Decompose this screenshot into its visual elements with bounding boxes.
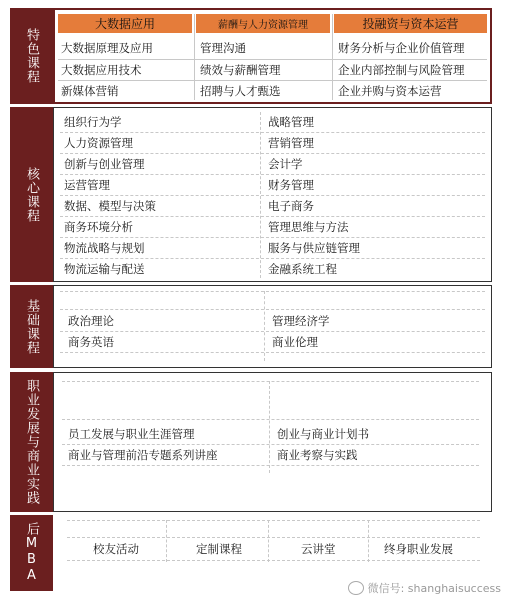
section-label-special <box>10 8 53 104</box>
post-mba-item: 云讲堂 <box>301 542 336 556</box>
core-cell: 服务与供应链管理 <box>268 241 360 255</box>
core-cell: 数据、模型与决策 <box>64 199 156 213</box>
core-cell: 金融系统工程 <box>268 262 337 276</box>
career-cell: 创业与商业计划书 <box>277 427 369 441</box>
section-label-core-text: 核心课程 <box>24 166 39 223</box>
section-core <box>53 107 492 282</box>
special-cell: 绩效与薪酬管理 <box>200 63 281 77</box>
special-cell: 新媒体营销 <box>61 84 119 98</box>
special-cell: 招聘与人才甄选 <box>200 84 281 98</box>
core-cell: 管理思维与方法 <box>268 220 349 234</box>
core-cell: 电子商务 <box>268 199 314 213</box>
core-cell: 创新与创业管理 <box>64 157 145 171</box>
section-label-post-text: 后MBA <box>24 522 39 584</box>
section-basic <box>53 285 492 368</box>
section-label-basic <box>10 285 53 368</box>
section-label-post <box>10 515 53 591</box>
wechat-icon <box>348 581 364 595</box>
career-cell: 员工发展与职业生涯管理 <box>68 427 195 441</box>
special-header-2: 薪酬与人力资源管理 <box>196 14 330 33</box>
post-mba-item: 终身职业发展 <box>384 542 453 556</box>
core-cell: 组织行为学 <box>64 115 122 129</box>
basic-cell: 商业伦理 <box>272 335 318 349</box>
watermark-text: 微信号: shanghaisuccess <box>367 582 501 595</box>
section-label-core <box>10 107 53 282</box>
section-label-career-text: 职业发展与商业实践 <box>24 379 39 505</box>
core-cell: 物流战略与规划 <box>64 241 145 255</box>
core-cell: 人力资源管理 <box>64 136 133 150</box>
watermark <box>348 580 501 596</box>
section-label-special-text: 特色课程 <box>24 28 39 84</box>
basic-cell: 政治理论 <box>68 314 114 328</box>
special-header-3: 投融资与资本运营 <box>334 14 487 33</box>
basic-cell: 管理经济学 <box>272 314 330 328</box>
section-label-career <box>10 372 53 512</box>
core-cell: 会计学 <box>268 157 303 171</box>
career-cell: 商业与管理前沿专题系列讲座 <box>68 448 218 462</box>
core-cell: 商务环境分析 <box>64 220 133 234</box>
special-cell: 企业内部控制与风险管理 <box>338 63 465 77</box>
core-cell: 营销管理 <box>268 136 314 150</box>
special-header-1: 大数据应用 <box>58 14 192 33</box>
core-cell: 物流运输与配送 <box>64 262 145 276</box>
section-special <box>53 8 492 104</box>
career-cell: 商业考察与实践 <box>277 448 358 462</box>
special-cell: 管理沟通 <box>200 41 246 55</box>
core-cell: 运营管理 <box>64 178 110 192</box>
basic-cell: 商务英语 <box>68 335 114 349</box>
special-cell: 大数据原理及应用 <box>61 41 153 55</box>
post-mba-item: 校友活动 <box>93 542 139 556</box>
special-cell: 大数据应用技术 <box>61 63 142 77</box>
core-cell: 战略管理 <box>268 115 314 129</box>
post-mba-item: 定制课程 <box>196 542 242 556</box>
core-cell: 财务管理 <box>268 178 314 192</box>
special-cell: 企业并购与资本运营 <box>338 84 442 98</box>
section-label-basic-text: 基础课程 <box>24 298 39 355</box>
special-cell: 财务分析与企业价值管理 <box>338 41 465 55</box>
section-career <box>53 372 492 512</box>
